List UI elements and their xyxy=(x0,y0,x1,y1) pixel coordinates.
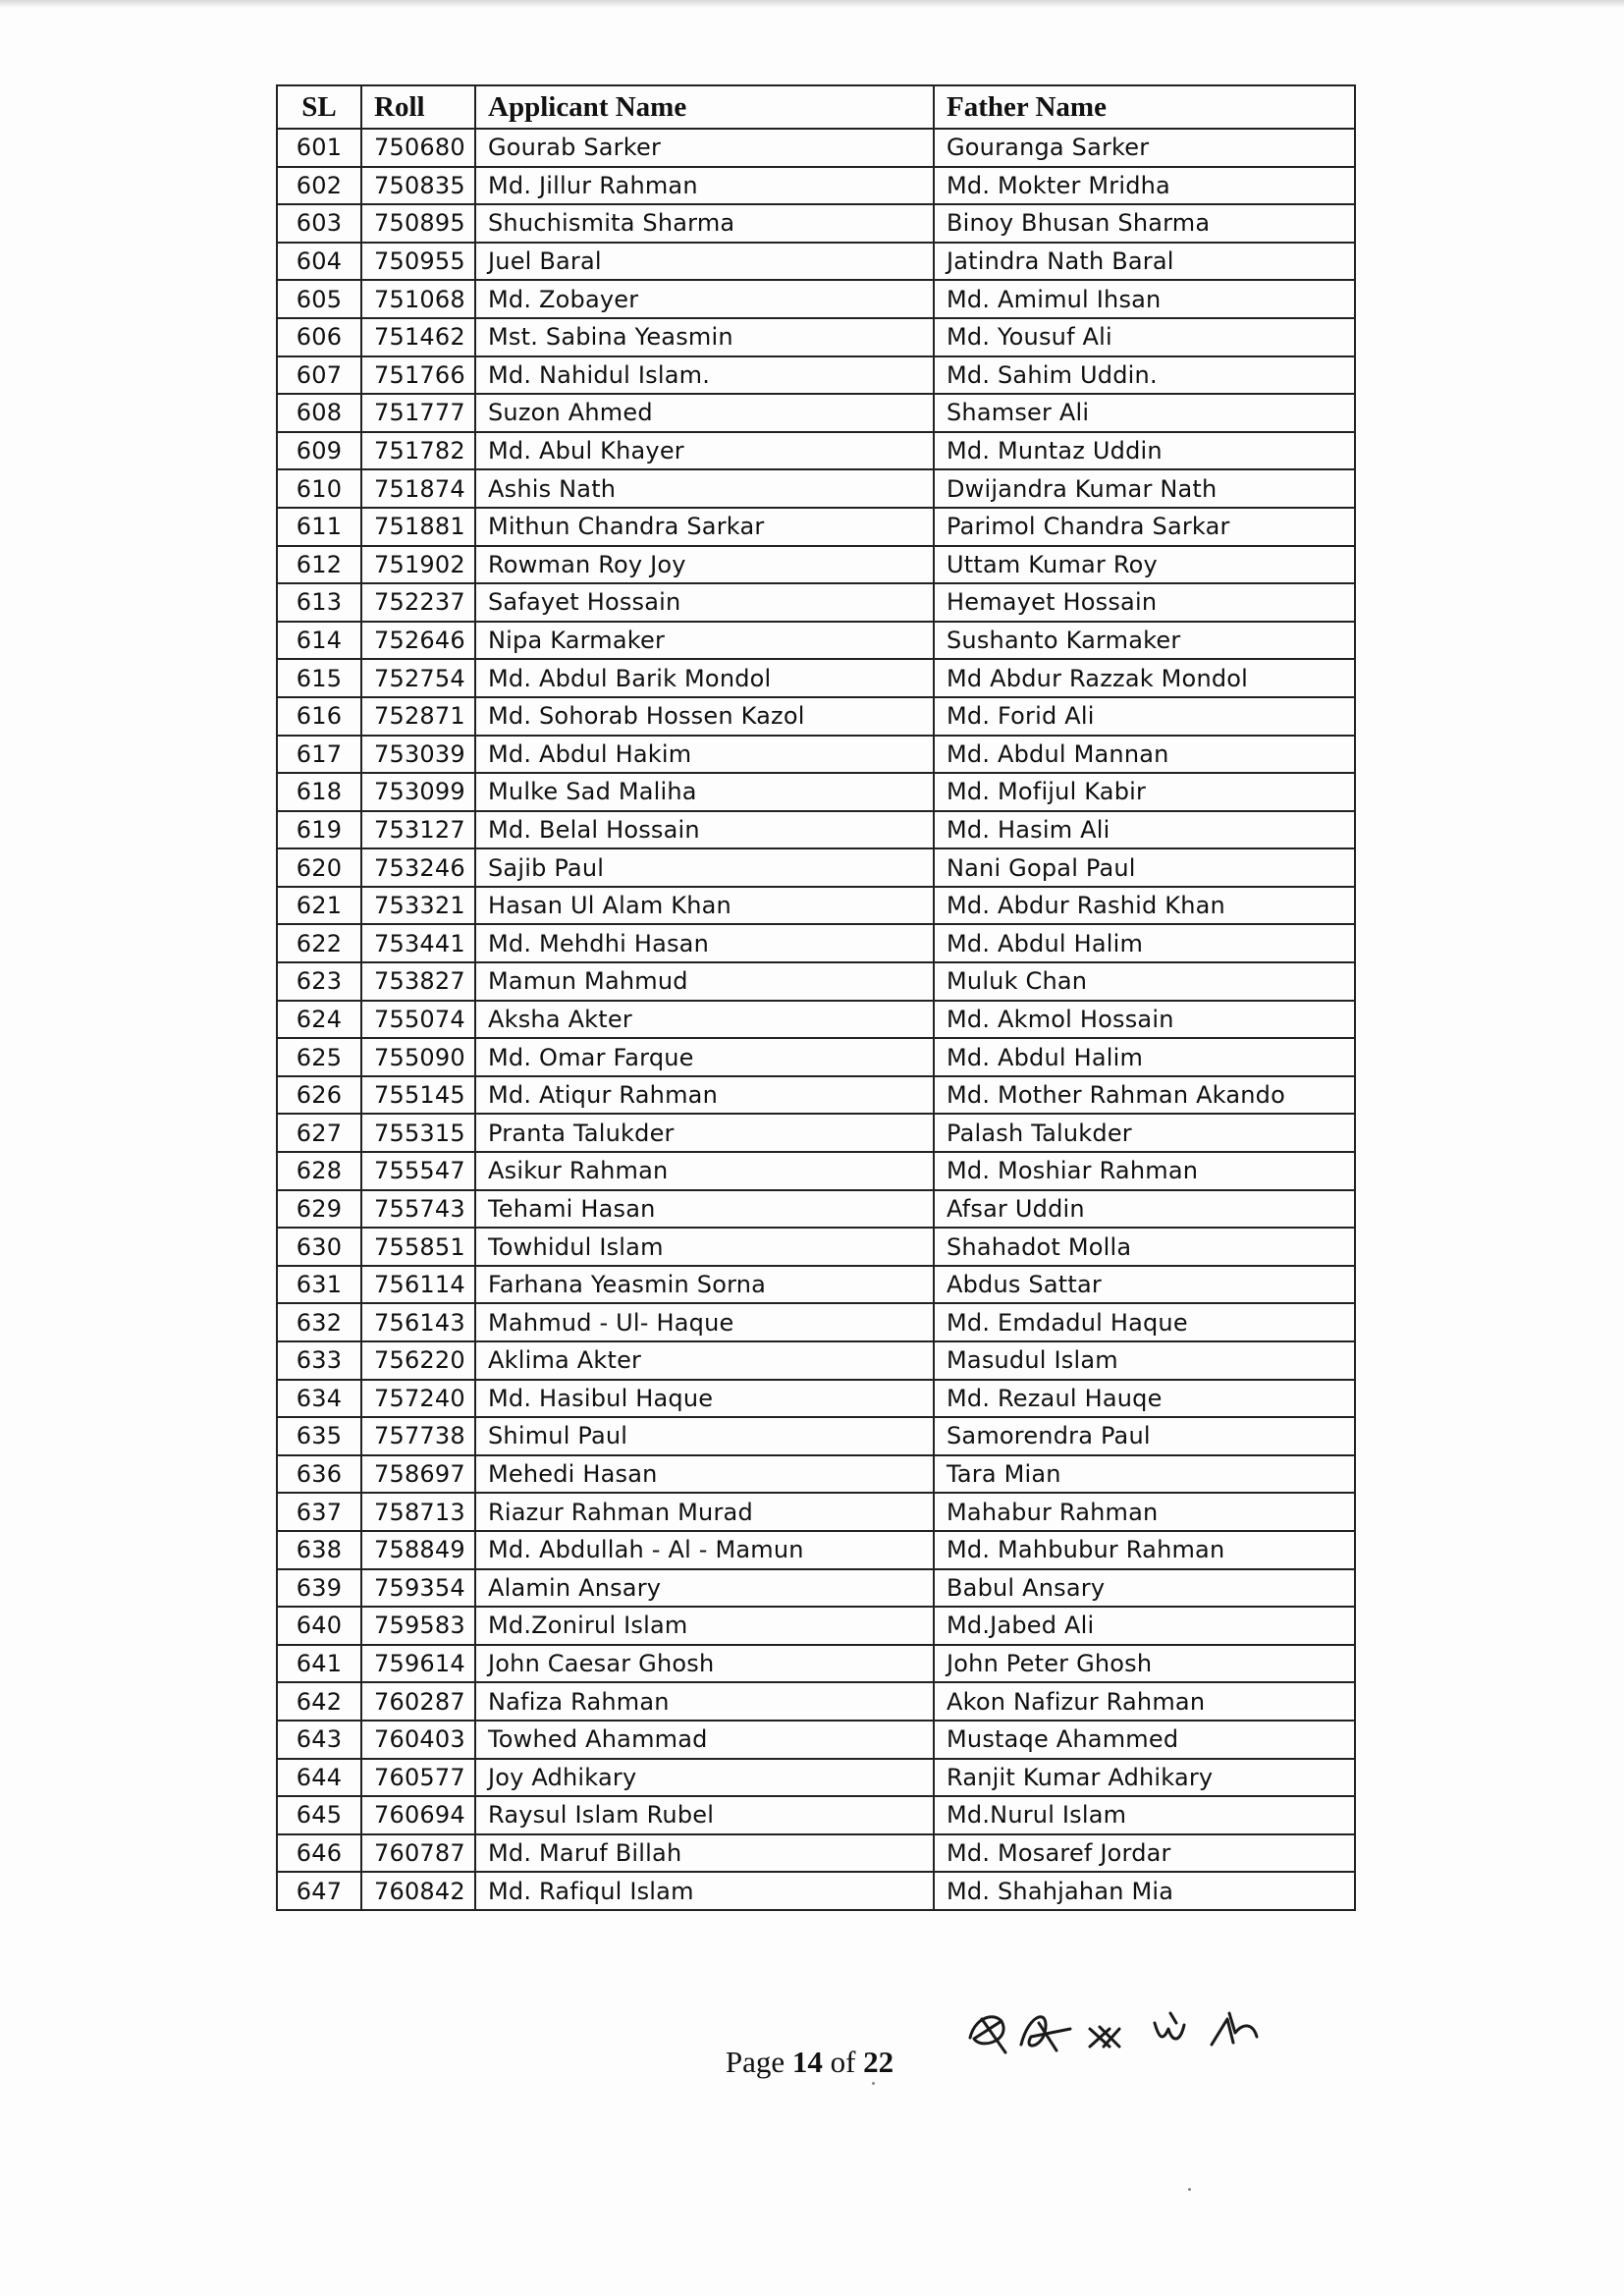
cell-roll: 760403 xyxy=(361,1721,475,1759)
cell-father-name: Babul Ansary xyxy=(934,1569,1355,1608)
cell-roll: 756143 xyxy=(361,1303,475,1341)
cell-applicant-name: Riazur Rahman Murad xyxy=(475,1493,934,1531)
cell-applicant-name: Mahmud - Ul- Haque xyxy=(475,1303,934,1341)
cell-father-name: Abdus Sattar xyxy=(934,1266,1355,1304)
table-row xyxy=(277,546,1355,584)
cell-roll: 751068 xyxy=(361,280,475,318)
table-row xyxy=(277,1569,1355,1608)
cell-roll: 753039 xyxy=(361,736,475,774)
cell-applicant-name: Nafiza Rahman xyxy=(475,1682,934,1721)
cell-applicant-name: Hasan Ul Alam Khan xyxy=(475,887,934,925)
cell-sl: 640 xyxy=(277,1607,361,1645)
cell-father-name: Md. Abdul Mannan xyxy=(934,736,1355,774)
table-row xyxy=(277,848,1355,887)
cell-applicant-name: Juel Baral xyxy=(475,243,934,281)
table-row xyxy=(277,356,1355,395)
cell-sl: 637 xyxy=(277,1493,361,1531)
page-number xyxy=(0,2045,1624,2080)
cell-roll: 751777 xyxy=(361,394,475,432)
cell-sl: 636 xyxy=(277,1455,361,1494)
cell-applicant-name: Md. Rafiqul Islam xyxy=(475,1872,934,1910)
cell-roll: 753441 xyxy=(361,924,475,962)
cell-sl: 609 xyxy=(277,432,361,470)
cell-sl: 607 xyxy=(277,356,361,395)
cell-father-name: Dwijandra Kumar Nath xyxy=(934,469,1355,508)
table-row xyxy=(277,924,1355,962)
table-row xyxy=(277,1493,1355,1531)
cell-applicant-name: Shimul Paul xyxy=(475,1417,934,1455)
cell-sl: 602 xyxy=(277,167,361,205)
cell-roll: 752754 xyxy=(361,659,475,697)
cell-roll: 755315 xyxy=(361,1114,475,1152)
cell-sl: 616 xyxy=(277,697,361,736)
table-row xyxy=(277,1417,1355,1455)
cell-roll: 751902 xyxy=(361,546,475,584)
table-row xyxy=(277,394,1355,432)
cell-applicant-name: Mehedi Hasan xyxy=(475,1455,934,1494)
cell-sl: 604 xyxy=(277,243,361,281)
scan-speck xyxy=(872,2082,875,2085)
cell-father-name: John Peter Ghosh xyxy=(934,1645,1355,1683)
table-row xyxy=(277,1607,1355,1645)
cell-sl: 623 xyxy=(277,962,361,1001)
cell-father-name: Tara Mian xyxy=(934,1455,1355,1494)
header-father-name: Father Name xyxy=(934,85,1355,129)
cell-sl: 634 xyxy=(277,1380,361,1418)
table-row xyxy=(277,1152,1355,1190)
cell-father-name: Md. Abdul Halim xyxy=(934,1038,1355,1076)
cell-sl: 642 xyxy=(277,1682,361,1721)
cell-applicant-name: Md. Mehdhi Hasan xyxy=(475,924,934,962)
cell-sl: 613 xyxy=(277,583,361,622)
applicant-table xyxy=(276,84,1356,1911)
table-row xyxy=(277,1303,1355,1341)
cell-sl: 622 xyxy=(277,924,361,962)
cell-sl: 645 xyxy=(277,1796,361,1834)
cell-sl: 608 xyxy=(277,394,361,432)
cell-roll: 760694 xyxy=(361,1796,475,1834)
cell-sl: 643 xyxy=(277,1721,361,1759)
cell-roll: 750835 xyxy=(361,167,475,205)
table-row xyxy=(277,1645,1355,1683)
cell-sl: 644 xyxy=(277,1759,361,1797)
cell-father-name: Md. Abdur Rashid Khan xyxy=(934,887,1355,925)
cell-father-name: Uttam Kumar Roy xyxy=(934,546,1355,584)
cell-father-name: Md. Abdul Halim xyxy=(934,924,1355,962)
table-row xyxy=(277,1114,1355,1152)
cell-roll: 760842 xyxy=(361,1872,475,1910)
cell-father-name: Md. Mosaref Jordar xyxy=(934,1834,1355,1873)
cell-roll: 753099 xyxy=(361,773,475,811)
cell-applicant-name: Alamin Ansary xyxy=(475,1569,934,1608)
cell-father-name: Md.Jabed Ali xyxy=(934,1607,1355,1645)
cell-applicant-name: Md. Hasibul Haque xyxy=(475,1380,934,1418)
cell-applicant-name: Md. Belal Hossain xyxy=(475,811,934,849)
cell-roll: 758697 xyxy=(361,1455,475,1494)
cell-roll: 753321 xyxy=(361,887,475,925)
cell-applicant-name: Md. Sohorab Hossen Kazol xyxy=(475,697,934,736)
cell-father-name: Md. Sahim Uddin. xyxy=(934,356,1355,395)
cell-father-name: Sushanto Karmaker xyxy=(934,622,1355,660)
cell-sl: 635 xyxy=(277,1417,361,1455)
cell-father-name: Md. Mokter Mridha xyxy=(934,167,1355,205)
header-applicant-name: Applicant Name xyxy=(475,85,934,129)
page-total: 22 xyxy=(863,2045,894,2079)
table-row xyxy=(277,243,1355,281)
cell-applicant-name: Md. Zobayer xyxy=(475,280,934,318)
table-row xyxy=(277,1531,1355,1569)
header-sl: SL xyxy=(277,85,361,129)
cell-father-name: Akon Nafizur Rahman xyxy=(934,1682,1355,1721)
cell-father-name: Md. Mahbubur Rahman xyxy=(934,1531,1355,1569)
cell-roll: 757240 xyxy=(361,1380,475,1418)
cell-father-name: Samorendra Paul xyxy=(934,1417,1355,1455)
table-row xyxy=(277,622,1355,660)
cell-applicant-name: Mamun Mahmud xyxy=(475,962,934,1001)
cell-father-name: Gouranga Sarker xyxy=(934,129,1355,167)
cell-applicant-name: Md. Nahidul Islam. xyxy=(475,356,934,395)
cell-roll: 757738 xyxy=(361,1417,475,1455)
cell-father-name: Shahadot Molla xyxy=(934,1228,1355,1266)
cell-roll: 760577 xyxy=(361,1759,475,1797)
table-row xyxy=(277,1455,1355,1494)
cell-sl: 646 xyxy=(277,1834,361,1873)
cell-roll: 751766 xyxy=(361,356,475,395)
cell-applicant-name: Md.Zonirul Islam xyxy=(475,1607,934,1645)
cell-sl: 625 xyxy=(277,1038,361,1076)
table-row xyxy=(277,1001,1355,1039)
scan-speck xyxy=(1188,2188,1191,2191)
table-row xyxy=(277,811,1355,849)
page-current: 14 xyxy=(791,2045,823,2079)
cell-father-name: Muluk Chan xyxy=(934,962,1355,1001)
scan-edge xyxy=(0,0,1624,8)
cell-roll: 759354 xyxy=(361,1569,475,1608)
cell-roll: 750955 xyxy=(361,243,475,281)
cell-roll: 751782 xyxy=(361,432,475,470)
cell-father-name: Masudul Islam xyxy=(934,1341,1355,1380)
cell-father-name: Jatindra Nath Baral xyxy=(934,243,1355,281)
cell-roll: 750895 xyxy=(361,204,475,243)
table-row xyxy=(277,280,1355,318)
cell-sl: 603 xyxy=(277,204,361,243)
cell-sl: 610 xyxy=(277,469,361,508)
cell-applicant-name: Mulke Sad Maliha xyxy=(475,773,934,811)
cell-applicant-name: Shuchismita Sharma xyxy=(475,204,934,243)
cell-father-name: Ranjit Kumar Adhikary xyxy=(934,1759,1355,1797)
cell-father-name: Md. Muntaz Uddin xyxy=(934,432,1355,470)
cell-father-name: Md Abdur Razzak Mondol xyxy=(934,659,1355,697)
cell-sl: 631 xyxy=(277,1266,361,1304)
cell-sl: 606 xyxy=(277,318,361,356)
table-row xyxy=(277,1266,1355,1304)
table-row xyxy=(277,508,1355,546)
cell-roll: 753827 xyxy=(361,962,475,1001)
signature-mark xyxy=(1090,2027,1119,2047)
cell-sl: 628 xyxy=(277,1152,361,1190)
cell-applicant-name: Md. Maruf Billah xyxy=(475,1834,934,1873)
cell-sl: 639 xyxy=(277,1569,361,1608)
cell-roll: 758849 xyxy=(361,1531,475,1569)
cell-sl: 621 xyxy=(277,887,361,925)
cell-father-name: Md. Rezaul Hauqe xyxy=(934,1380,1355,1418)
table-row xyxy=(277,583,1355,622)
cell-applicant-name: John Caesar Ghosh xyxy=(475,1645,934,1683)
cell-father-name: Md. Mofijul Kabir xyxy=(934,773,1355,811)
table-row xyxy=(277,1341,1355,1380)
cell-father-name: Afsar Uddin xyxy=(934,1190,1355,1229)
table-row xyxy=(277,697,1355,736)
table-row xyxy=(277,1872,1355,1910)
cell-applicant-name: Sajib Paul xyxy=(475,848,934,887)
cell-applicant-name: Md. Abdullah - Al - Mamun xyxy=(475,1531,934,1569)
cell-roll: 752646 xyxy=(361,622,475,660)
cell-applicant-name: Farhana Yeasmin Sorna xyxy=(475,1266,934,1304)
cell-roll: 759583 xyxy=(361,1607,475,1645)
cell-roll: 755074 xyxy=(361,1001,475,1039)
cell-applicant-name: Raysul Islam Rubel xyxy=(475,1796,934,1834)
table-row xyxy=(277,887,1355,925)
cell-sl: 632 xyxy=(277,1303,361,1341)
cell-applicant-name: Md. Jillur Rahman xyxy=(475,167,934,205)
cell-roll: 755145 xyxy=(361,1076,475,1115)
table-row xyxy=(277,204,1355,243)
cell-roll: 759614 xyxy=(361,1645,475,1683)
table-row xyxy=(277,736,1355,774)
cell-father-name: Nani Gopal Paul xyxy=(934,848,1355,887)
cell-applicant-name: Md. Abdul Barik Mondol xyxy=(475,659,934,697)
page-of: of xyxy=(830,2045,856,2079)
header-roll: Roll xyxy=(361,85,475,129)
cell-sl: 629 xyxy=(277,1190,361,1229)
cell-sl: 641 xyxy=(277,1645,361,1683)
table-row xyxy=(277,1380,1355,1418)
cell-father-name: Parimol Chandra Sarkar xyxy=(934,508,1355,546)
cell-father-name: Mahabur Rahman xyxy=(934,1493,1355,1531)
cell-roll: 758713 xyxy=(361,1493,475,1531)
table-row xyxy=(277,469,1355,508)
cell-applicant-name: Aksha Akter xyxy=(475,1001,934,1039)
table-row xyxy=(277,962,1355,1001)
cell-sl: 624 xyxy=(277,1001,361,1039)
table-row xyxy=(277,1682,1355,1721)
cell-roll: 760787 xyxy=(361,1834,475,1873)
cell-roll: 753127 xyxy=(361,811,475,849)
table-row xyxy=(277,318,1355,356)
cell-roll: 751462 xyxy=(361,318,475,356)
cell-father-name: Md. Emdadul Haque xyxy=(934,1303,1355,1341)
cell-roll: 756114 xyxy=(361,1266,475,1304)
cell-father-name: Palash Talukder xyxy=(934,1114,1355,1152)
cell-sl: 611 xyxy=(277,508,361,546)
cell-applicant-name: Gourab Sarker xyxy=(475,129,934,167)
cell-roll: 752237 xyxy=(361,583,475,622)
table-row xyxy=(277,1796,1355,1834)
cell-roll: 755743 xyxy=(361,1190,475,1229)
cell-father-name: Md. Moshiar Rahman xyxy=(934,1152,1355,1190)
table-row xyxy=(277,129,1355,167)
cell-father-name: Mustaqe Ahammed xyxy=(934,1721,1355,1759)
table-row xyxy=(277,1190,1355,1229)
cell-applicant-name: Towhed Ahammad xyxy=(475,1721,934,1759)
table-row xyxy=(277,432,1355,470)
signature-mark xyxy=(1155,2013,1184,2039)
cell-roll: 756220 xyxy=(361,1341,475,1380)
cell-sl: 626 xyxy=(277,1076,361,1115)
cell-applicant-name: Md. Abul Khayer xyxy=(475,432,934,470)
table-row xyxy=(277,1076,1355,1115)
cell-father-name: Shamser Ali xyxy=(934,394,1355,432)
cell-father-name: Md. Hasim Ali xyxy=(934,811,1355,849)
cell-applicant-name: Nipa Karmaker xyxy=(475,622,934,660)
cell-roll: 755090 xyxy=(361,1038,475,1076)
cell-applicant-name: Mst. Sabina Yeasmin xyxy=(475,318,934,356)
cell-applicant-name: Md. Atiqur Rahman xyxy=(475,1076,934,1115)
table-row xyxy=(277,659,1355,697)
cell-applicant-name: Mithun Chandra Sarkar xyxy=(475,508,934,546)
cell-father-name: Binoy Bhusan Sharma xyxy=(934,204,1355,243)
cell-sl: 630 xyxy=(277,1228,361,1266)
cell-father-name: Md. Shahjahan Mia xyxy=(934,1872,1355,1910)
cell-sl: 617 xyxy=(277,736,361,774)
cell-applicant-name: Asikur Rahman xyxy=(475,1152,934,1190)
table-row xyxy=(277,1759,1355,1797)
table-row xyxy=(277,167,1355,205)
cell-sl: 601 xyxy=(277,129,361,167)
cell-sl: 614 xyxy=(277,622,361,660)
cell-roll: 760287 xyxy=(361,1682,475,1721)
cell-applicant-name: Towhidul Islam xyxy=(475,1228,934,1266)
cell-sl: 615 xyxy=(277,659,361,697)
cell-applicant-name: Tehami Hasan xyxy=(475,1190,934,1229)
cell-sl: 620 xyxy=(277,848,361,887)
cell-father-name: Md. Amimul Ihsan xyxy=(934,280,1355,318)
cell-sl: 618 xyxy=(277,773,361,811)
cell-father-name: Md. Yousuf Ali xyxy=(934,318,1355,356)
table-row xyxy=(277,1721,1355,1759)
cell-applicant-name: Aklima Akter xyxy=(475,1341,934,1380)
cell-applicant-name: Pranta Talukder xyxy=(475,1114,934,1152)
cell-roll: 753246 xyxy=(361,848,475,887)
cell-roll: 752871 xyxy=(361,697,475,736)
page-word: Page xyxy=(725,2045,785,2079)
cell-applicant-name: Md. Omar Farque xyxy=(475,1038,934,1076)
cell-sl: 633 xyxy=(277,1341,361,1380)
cell-roll: 751881 xyxy=(361,508,475,546)
table-header-row xyxy=(277,85,1355,129)
table-row xyxy=(277,1834,1355,1873)
cell-father-name: Md. Akmol Hossain xyxy=(934,1001,1355,1039)
signature-mark xyxy=(1212,2013,1257,2045)
table-row xyxy=(277,773,1355,811)
cell-sl: 612 xyxy=(277,546,361,584)
cell-father-name: Md. Mother Rahman Akando xyxy=(934,1076,1355,1115)
cell-father-name: Md. Forid Ali xyxy=(934,697,1355,736)
cell-applicant-name: Md. Abdul Hakim xyxy=(475,736,934,774)
table-body xyxy=(277,129,1355,1910)
cell-father-name: Md.Nurul Islam xyxy=(934,1796,1355,1834)
cell-sl: 638 xyxy=(277,1531,361,1569)
cell-father-name: Hemayet Hossain xyxy=(934,583,1355,622)
cell-applicant-name: Suzon Ahmed xyxy=(475,394,934,432)
cell-sl: 627 xyxy=(277,1114,361,1152)
cell-roll: 750680 xyxy=(361,129,475,167)
table-row xyxy=(277,1228,1355,1266)
cell-applicant-name: Rowman Roy Joy xyxy=(475,546,934,584)
cell-applicant-name: Safayet Hossain xyxy=(475,583,934,622)
table-row xyxy=(277,1038,1355,1076)
cell-roll: 751874 xyxy=(361,469,475,508)
cell-sl: 605 xyxy=(277,280,361,318)
cell-sl: 647 xyxy=(277,1872,361,1910)
cell-applicant-name: Joy Adhikary xyxy=(475,1759,934,1797)
cell-roll: 755851 xyxy=(361,1228,475,1266)
cell-applicant-name: Ashis Nath xyxy=(475,469,934,508)
cell-sl: 619 xyxy=(277,811,361,849)
cell-roll: 755547 xyxy=(361,1152,475,1190)
